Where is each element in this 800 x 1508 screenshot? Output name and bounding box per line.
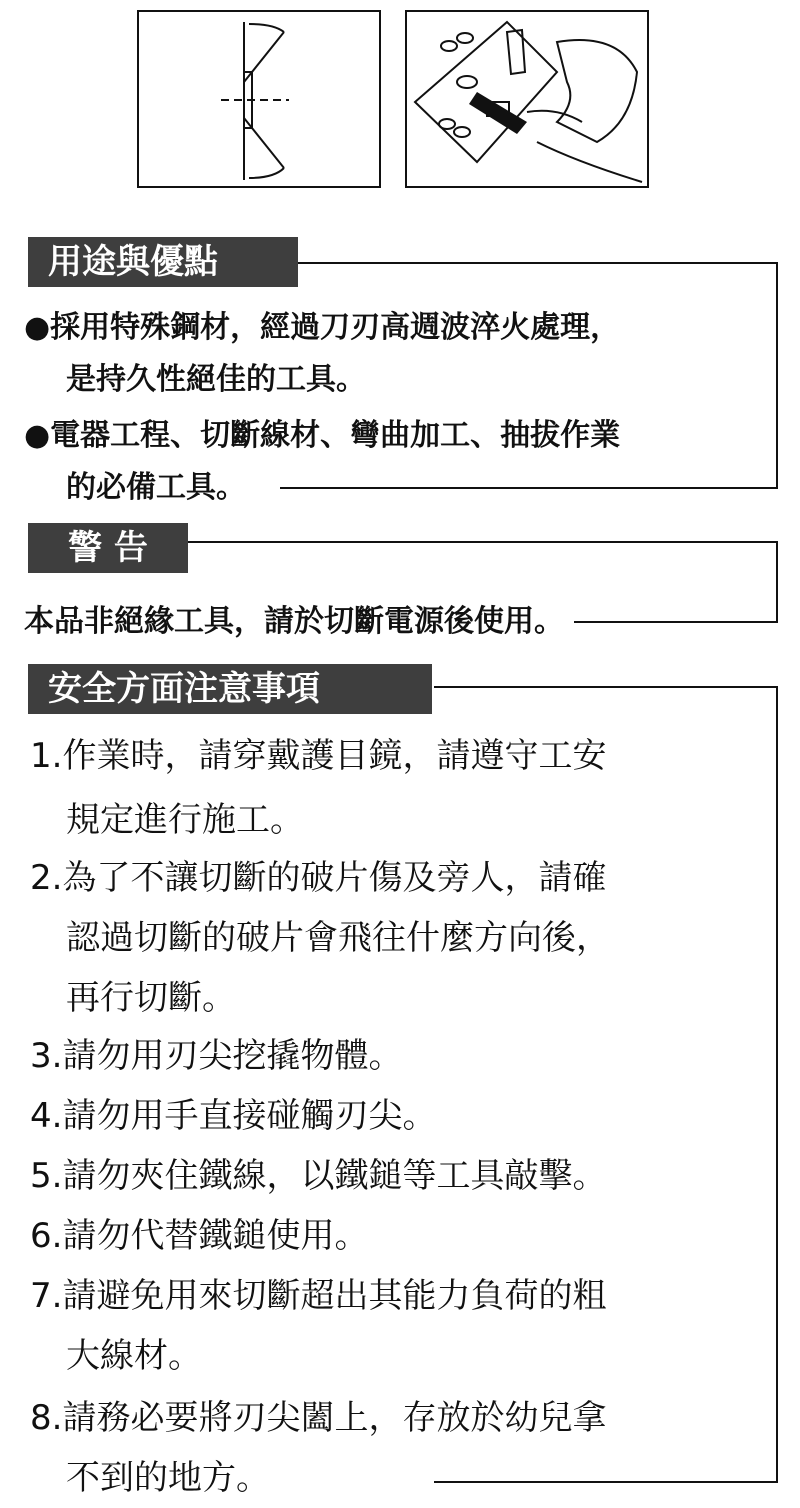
safety-line-6: 3.請勿用刃尖挖撬物體。 <box>30 1036 412 1076</box>
safety-line-5: 再行切斷。 <box>66 978 246 1018</box>
cutting-angle-illustration <box>137 10 381 188</box>
safety-frame <box>434 686 778 1483</box>
safety-line-8: 5.請勿夾住鐵線，以鐵鎚等工具敲擊。 <box>30 1156 616 1196</box>
safety-line-13: 不到的地方。 <box>66 1458 280 1498</box>
safety-line-2: 規定進行施工。 <box>66 800 314 840</box>
safety-line-9: 6.請勿代替鐵鎚使用。 <box>30 1216 378 1256</box>
safety-line-7: 4.請勿用手直接碰觸刃尖。 <box>30 1096 446 1136</box>
safety-line-12: 8.請務必要將刃尖闔上，存放於幼兒拿 <box>30 1398 616 1438</box>
warning-heading: 警 告 <box>28 523 188 573</box>
usage-line-2: 是持久性絕佳的工具。 <box>66 362 376 398</box>
safety-line-10: 7.請避免用來切斷超出其能力負荷的粗 <box>30 1276 616 1316</box>
safety-line-1: 1.作業時，請穿戴護目鏡，請遵守工安 <box>30 736 616 776</box>
usage-heading: 用途與優點 <box>28 237 298 287</box>
safety-line-4: 認過切斷的破片會飛往什麼方向後， <box>66 918 620 958</box>
usage-line-4: 的必備工具。 <box>66 470 256 506</box>
safety-heading: 安全方面注意事項 <box>28 664 432 714</box>
cutting-board-illustration <box>405 10 649 188</box>
safety-line-3: 2.為了不讓切斷的破片傷及旁人，請確 <box>30 858 616 898</box>
warning-text: 本品非絕緣工具，請於切斷電源後使用。 <box>24 604 574 640</box>
usage-line-3: ●電器工程、切斷線材、彎曲加工、抽拔作業 <box>24 418 630 454</box>
usage-line-1: ●採用特殊鋼材，經過刀刃高週波淬火處理， <box>24 310 630 346</box>
safety-line-11: 大線材。 <box>66 1336 212 1376</box>
